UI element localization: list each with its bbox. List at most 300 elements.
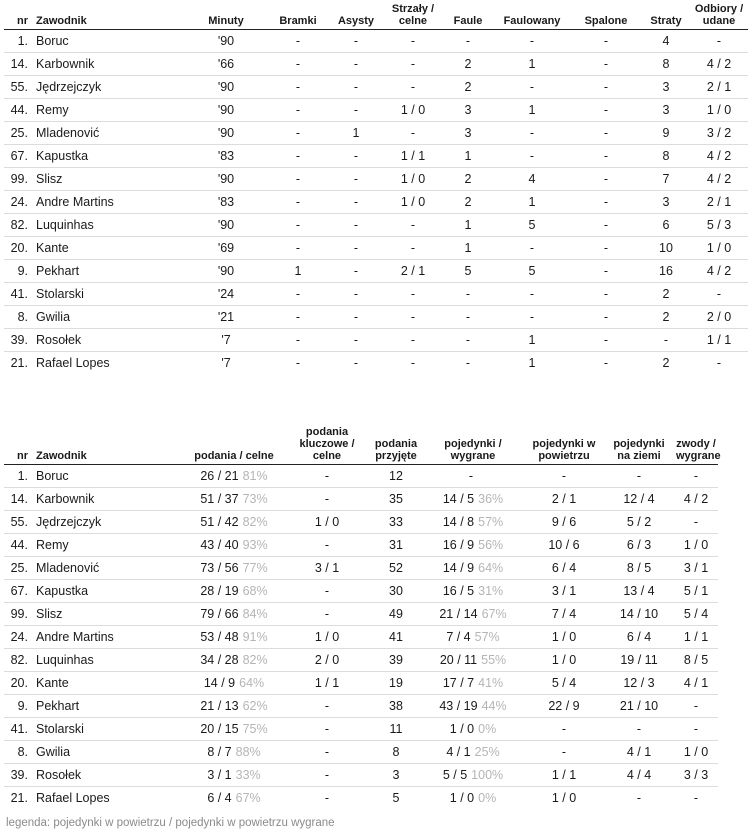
stat-cell: 1 <box>442 236 494 259</box>
col-header-podania-przyjete: podania przyjęte <box>370 420 422 464</box>
stat-cell: - <box>570 190 642 213</box>
player-number: 1. <box>17 33 28 48</box>
table-row <box>4 464 718 487</box>
stat-cell: '90 <box>184 167 268 190</box>
stat-cell: - <box>268 167 328 190</box>
stat-cell: 1 <box>268 259 328 282</box>
stat-cell: 6 <box>642 213 690 236</box>
table-row <box>4 144 748 167</box>
col-header-podania: podania / celne <box>184 420 284 464</box>
key-passes-cell: - <box>284 740 370 763</box>
duels-cell <box>422 487 524 510</box>
stat-cell: - <box>384 282 442 305</box>
stat-cell: 2 / 0 <box>690 305 748 328</box>
stat-value: 4 / 1 <box>446 744 471 759</box>
player-name: Gwilia <box>34 740 184 763</box>
table-header-row <box>4 420 718 464</box>
player-name: Andre Martins <box>34 190 184 213</box>
stat-cell: 5 <box>494 213 570 236</box>
player-name: Remy <box>34 98 184 121</box>
key-passes-cell: 1 / 1 <box>284 671 370 694</box>
player-number: 20. <box>4 671 34 694</box>
stat-cell: - <box>268 236 328 259</box>
stat-cell: - <box>268 190 328 213</box>
stat-cell: '90 <box>184 98 268 121</box>
ground-duels-cell: 13 / 4 <box>604 579 674 602</box>
table-row <box>4 52 748 75</box>
col-header-pojedynki-powietrze: pojedynki w powietrzu <box>524 420 604 464</box>
stat-value: 51 / 42 <box>200 514 239 529</box>
aerial-duels-cell: 1 / 0 <box>524 648 604 671</box>
passes-cell <box>184 533 284 556</box>
stat-cell: - <box>494 121 570 144</box>
stat-cell: - <box>603 33 609 48</box>
player-number: 25. <box>4 121 34 144</box>
stat-cell: 2 / 1 <box>384 259 442 282</box>
player-name: Jędrzejczyk <box>34 75 184 98</box>
received-passes-cell: 33 <box>370 510 422 533</box>
table-header-row <box>4 0 748 29</box>
received-passes-cell: 49 <box>370 602 422 625</box>
stat-percent: 81% <box>242 468 268 483</box>
player-name: Rafael Lopes <box>34 351 184 374</box>
ground-duels-cell: 14 / 10 <box>604 602 674 625</box>
received-passes-cell: 5 <box>370 786 422 809</box>
stat-percent: 57% <box>474 629 500 644</box>
stat-percent: 75% <box>242 721 268 736</box>
stat-cell: - <box>328 75 384 98</box>
player-number: 25. <box>4 556 34 579</box>
stat-cell: - <box>328 167 384 190</box>
stat-percent: 91% <box>242 629 268 644</box>
dribbles-cell: 1 / 0 <box>674 533 718 556</box>
stat-value: 34 / 28 <box>200 652 239 667</box>
stat-cell: - <box>570 75 642 98</box>
duels-cell <box>422 717 524 740</box>
table-row <box>4 98 748 121</box>
player-number: 99. <box>4 602 34 625</box>
passes-cell <box>184 763 284 786</box>
stat-percent: 100% <box>471 767 504 782</box>
aerial-duels-cell: 9 / 6 <box>524 510 604 533</box>
stat-percent: 36% <box>478 491 504 506</box>
stat-cell: '83 <box>184 190 268 213</box>
duels-cell <box>422 786 524 809</box>
col-header-zawodnik: Zawodnik <box>34 0 184 29</box>
stat-cell: 1 <box>494 328 570 351</box>
stat-cell: 1 / 0 <box>690 236 748 259</box>
aerial-duels-cell: 22 / 9 <box>524 694 604 717</box>
player-number: 24. <box>4 625 34 648</box>
dribbles-cell: 4 / 1 <box>674 671 718 694</box>
stat-percent: 82% <box>242 652 268 667</box>
col-header-bramki: Bramki <box>268 0 328 29</box>
stat-cell: - <box>716 33 722 48</box>
stat-percent: 62% <box>242 698 268 713</box>
player-name: Luquinhas <box>34 648 184 671</box>
stat-percent: 44% <box>481 698 507 713</box>
player-number: 82. <box>4 213 34 236</box>
stat-cell: 8 <box>642 144 690 167</box>
ground-duels-cell: 5 / 2 <box>604 510 674 533</box>
stat-cell: - <box>690 351 748 374</box>
stat-cell: - <box>570 282 642 305</box>
stat-percent: 64% <box>478 560 504 575</box>
stat-percent: 64% <box>239 675 265 690</box>
stat-cell: 1 <box>494 98 570 121</box>
stat-cell: - <box>353 33 359 48</box>
stat-cell: - <box>384 351 442 374</box>
player-name: Mladenović <box>34 121 184 144</box>
col-header-zawodnik: Zawodnik <box>34 420 184 464</box>
stat-percent: 33% <box>235 767 261 782</box>
duels-cell <box>422 740 524 763</box>
stat-cell: 8 <box>642 52 690 75</box>
stat-cell: - <box>494 75 570 98</box>
stat-value: 7 / 4 <box>446 629 471 644</box>
stat-cell: - <box>570 98 642 121</box>
stat-cell: - <box>690 282 748 305</box>
stat-cell: - <box>384 52 442 75</box>
stat-value: 73 / 56 <box>200 560 239 575</box>
received-passes-cell: 39 <box>370 648 422 671</box>
stat-cell: - <box>494 305 570 328</box>
stat-cell: 16 <box>642 259 690 282</box>
duels-cell <box>422 464 524 487</box>
table-row <box>4 328 748 351</box>
stat-cell: 3 <box>442 98 494 121</box>
col-header-straty: Straty <box>642 0 690 29</box>
stat-cell: - <box>384 305 442 328</box>
aerial-duels-cell: 5 / 4 <box>524 671 604 694</box>
stat-cell: - <box>268 282 328 305</box>
received-passes-cell: 8 <box>370 740 422 763</box>
stat-cell: 1 <box>494 351 570 374</box>
player-name: Slisz <box>34 602 184 625</box>
table-row <box>4 305 748 328</box>
stat-value: 26 / 21 <box>200 468 239 483</box>
player-name: Kapustka <box>34 579 184 602</box>
col-header-asysty: Asysty <box>328 0 384 29</box>
stat-percent: 55% <box>481 652 507 667</box>
aerial-duels-cell: 1 / 0 <box>524 625 604 648</box>
duels-cell <box>422 579 524 602</box>
key-passes-cell: - <box>284 487 370 510</box>
table-row <box>4 763 718 786</box>
key-passes-cell: 1 / 0 <box>284 625 370 648</box>
col-header-nr: nr <box>4 420 34 464</box>
col-header-pojedynki-ziemia: pojedynki na ziemi <box>604 420 674 464</box>
passes-cell <box>184 579 284 602</box>
stat-cell: - <box>328 98 384 121</box>
stat-value: 53 / 48 <box>200 629 239 644</box>
received-passes-cell: 11 <box>370 717 422 740</box>
stat-cell: 1 / 1 <box>384 144 442 167</box>
stat-cell: 2 / 1 <box>690 190 748 213</box>
aerial-duels-cell: - <box>524 717 604 740</box>
stat-cell: '90 <box>184 259 268 282</box>
stat-cell: - <box>384 213 442 236</box>
stat-value: 17 / 7 <box>442 675 475 690</box>
stat-cell: 5 <box>494 259 570 282</box>
stat-percent: 93% <box>242 537 268 552</box>
dribbles-cell: 8 / 5 <box>674 648 718 671</box>
stat-value: 28 / 19 <box>200 583 239 598</box>
stat-value: 21 / 14 <box>439 606 478 621</box>
col-header-strzaly: Strzały / celne <box>384 0 442 29</box>
table-row <box>4 717 718 740</box>
player-number: 44. <box>4 533 34 556</box>
player-number: 55. <box>4 75 34 98</box>
stat-cell: 2 <box>442 190 494 213</box>
match-stats-table <box>4 0 748 374</box>
player-name: Boruc <box>36 468 69 483</box>
stat-cell: - <box>570 305 642 328</box>
player-number: 8. <box>4 305 34 328</box>
stat-cell: 3 <box>642 190 690 213</box>
aerial-duels-cell: 1 / 1 <box>524 763 604 786</box>
col-header-podania-kluczowe: podania kluczowe / celne <box>284 420 370 464</box>
stat-cell: 1 / 1 <box>690 328 748 351</box>
table-row <box>4 648 718 671</box>
stat-value: 5 / 5 <box>442 767 468 782</box>
stat-percent: 67% <box>481 606 507 621</box>
stat-value: 20 / 15 <box>200 721 239 736</box>
table-row <box>4 121 748 144</box>
aerial-duels-cell: 3 / 1 <box>524 579 604 602</box>
stat-cell: '24 <box>184 282 268 305</box>
key-passes-cell: - <box>324 468 330 483</box>
stat-cell: - <box>642 328 690 351</box>
passes-cell <box>184 740 284 763</box>
stat-cell: 2 <box>642 305 690 328</box>
stat-cell: - <box>570 328 642 351</box>
col-header-faule: Faule <box>442 0 494 29</box>
stat-cell: - <box>268 328 328 351</box>
player-number: 67. <box>4 579 34 602</box>
table-row <box>4 786 718 809</box>
key-passes-cell: - <box>284 579 370 602</box>
player-name: Stolarski <box>34 282 184 305</box>
key-passes-cell: - <box>284 694 370 717</box>
stat-percent: 84% <box>242 606 268 621</box>
passes-cell <box>184 648 284 671</box>
stat-cell: - <box>268 52 328 75</box>
col-header-minuty: Minuty <box>184 0 268 29</box>
stat-value: 8 / 7 <box>207 744 232 759</box>
table-row <box>4 213 748 236</box>
table-row <box>4 167 748 190</box>
received-passes-cell: 38 <box>370 694 422 717</box>
player-name: Kante <box>34 236 184 259</box>
table-row <box>4 236 748 259</box>
stat-cell: - <box>384 328 442 351</box>
table-row <box>4 579 718 602</box>
dribbles-cell: - <box>674 786 718 809</box>
player-name: Karbownik <box>34 52 184 75</box>
player-number: 9. <box>4 259 34 282</box>
col-header-odbiory: Odbiory / udane <box>690 0 748 29</box>
stat-value: 43 / 19 <box>439 698 478 713</box>
player-number: 14. <box>4 487 34 510</box>
stat-cell: 3 <box>642 98 690 121</box>
aerial-duels-cell: - <box>561 468 567 483</box>
dribbles-cell: 5 / 1 <box>674 579 718 602</box>
stat-percent: 67% <box>235 790 261 805</box>
stat-cell: 4 / 2 <box>690 167 748 190</box>
stat-cell: - <box>268 75 328 98</box>
col-header-nr: nr <box>4 0 34 29</box>
player-number: 41. <box>4 717 34 740</box>
ground-duels-cell: - <box>604 717 674 740</box>
stat-value: 1 / 0 <box>449 790 475 805</box>
player-name: Gwilia <box>34 305 184 328</box>
stat-cell: - <box>328 144 384 167</box>
stat-cell: - <box>268 351 328 374</box>
player-number: 21. <box>4 786 34 809</box>
stat-cell: - <box>570 167 642 190</box>
player-name: Mladenović <box>34 556 184 579</box>
dribbles-cell: 3 / 3 <box>674 763 718 786</box>
stat-cell: - <box>442 282 494 305</box>
passes-cell <box>184 556 284 579</box>
ground-duels-cell: 6 / 4 <box>604 625 674 648</box>
stat-percent: 57% <box>478 514 504 529</box>
legend-note: legenda: pojedynki w powietrzu / pojedynki w powietrzu wygrane <box>6 817 335 829</box>
player-number: 20. <box>4 236 34 259</box>
stat-cell: - <box>494 144 570 167</box>
stat-cell: - <box>384 236 442 259</box>
stat-cell: 2 <box>642 282 690 305</box>
stat-cell: '66 <box>184 52 268 75</box>
player-name: Andre Martins <box>34 625 184 648</box>
stat-value: 14 / 8 <box>442 514 475 529</box>
passes-cell <box>184 464 284 487</box>
stat-cell: - <box>494 282 570 305</box>
received-passes-cell: 31 <box>370 533 422 556</box>
stat-cell: - <box>328 282 384 305</box>
stat-cell: - <box>494 236 570 259</box>
key-passes-cell: - <box>284 602 370 625</box>
dribbles-cell: 5 / 4 <box>674 602 718 625</box>
stat-cell: - <box>410 33 416 48</box>
stat-cell: '69 <box>184 236 268 259</box>
stat-cell: 9 <box>642 121 690 144</box>
table-row <box>4 510 718 533</box>
stat-cell: 4 <box>494 167 570 190</box>
received-passes-cell: 3 <box>370 763 422 786</box>
stat-percent: 73% <box>242 491 268 506</box>
dribbles-cell: - <box>674 717 718 740</box>
stat-percent: 56% <box>478 537 504 552</box>
stat-cell: 1 <box>442 144 494 167</box>
stat-value: 21 / 13 <box>200 698 239 713</box>
stat-cell: - <box>328 236 384 259</box>
dribbles-cell: - <box>674 510 718 533</box>
stat-cell: - <box>442 305 494 328</box>
player-number: 8. <box>4 740 34 763</box>
stat-cell: 5 <box>442 259 494 282</box>
stat-cell: 1 / 0 <box>384 190 442 213</box>
stat-percent: 41% <box>478 675 504 690</box>
stat-cell: 3 <box>442 121 494 144</box>
player-name: Kante <box>34 671 184 694</box>
stat-cell: - <box>268 98 328 121</box>
table-row <box>4 351 748 374</box>
stat-cell: 4 / 2 <box>690 52 748 75</box>
passes-cell <box>184 671 284 694</box>
dribbles-cell: 3 / 1 <box>674 556 718 579</box>
stat-cell: '83 <box>184 144 268 167</box>
received-passes-cell: 12 <box>389 468 403 483</box>
player-name: Stolarski <box>34 717 184 740</box>
stat-value: 3 / 1 <box>207 767 232 782</box>
stat-cell: - <box>328 213 384 236</box>
received-passes-cell: 41 <box>370 625 422 648</box>
table-row <box>4 625 718 648</box>
stat-cell: - <box>295 33 301 48</box>
stat-value: 79 / 66 <box>200 606 239 621</box>
stat-cell: 1 <box>328 121 384 144</box>
stat-percent: 0% <box>478 790 497 805</box>
player-number: 39. <box>4 763 34 786</box>
duels-cell <box>422 694 524 717</box>
player-name: Rafael Lopes <box>34 786 184 809</box>
stat-value: 16 / 5 <box>442 583 475 598</box>
passes-cell <box>184 487 284 510</box>
player-number: 55. <box>4 510 34 533</box>
stat-cell: - <box>570 236 642 259</box>
player-number: 1. <box>17 468 28 483</box>
stat-value: 14 / 9 <box>203 675 236 690</box>
player-name: Pekhart <box>34 694 184 717</box>
stat-value: 43 / 40 <box>200 537 239 552</box>
stat-value: 14 / 5 <box>442 491 475 506</box>
player-name: Luquinhas <box>34 213 184 236</box>
stat-cell: - <box>328 328 384 351</box>
stat-cell: 4 / 2 <box>690 144 748 167</box>
col-header-pojedynki: pojedynki / wygrane <box>422 420 524 464</box>
stat-cell: - <box>328 190 384 213</box>
stat-cell: 1 <box>494 52 570 75</box>
stat-cell: 7 <box>642 167 690 190</box>
stat-cell: - <box>570 121 642 144</box>
key-passes-cell: - <box>284 786 370 809</box>
key-passes-cell: - <box>284 533 370 556</box>
player-number: 39. <box>4 328 34 351</box>
table-row <box>4 671 718 694</box>
passing-duels-table <box>4 420 721 809</box>
dribbles-cell: 4 / 2 <box>674 487 718 510</box>
aerial-duels-cell: 2 / 1 <box>524 487 604 510</box>
stat-cell: - <box>328 52 384 75</box>
stat-cell: - <box>570 259 642 282</box>
stat-cell: 2 <box>442 52 494 75</box>
key-passes-cell: 1 / 0 <box>284 510 370 533</box>
duels-cell <box>422 671 524 694</box>
stat-cell: 4 / 2 <box>690 259 748 282</box>
ground-duels-cell: 4 / 4 <box>604 763 674 786</box>
stat-percent: 31% <box>478 583 504 598</box>
ground-duels-cell: 19 / 11 <box>604 648 674 671</box>
ground-duels-cell: 12 / 3 <box>604 671 674 694</box>
stat-cell: 1 / 0 <box>384 167 442 190</box>
duels-cell <box>422 625 524 648</box>
stat-cell: - <box>384 121 442 144</box>
player-number: 9. <box>4 694 34 717</box>
stat-cell: - <box>570 52 642 75</box>
passes-cell <box>184 602 284 625</box>
